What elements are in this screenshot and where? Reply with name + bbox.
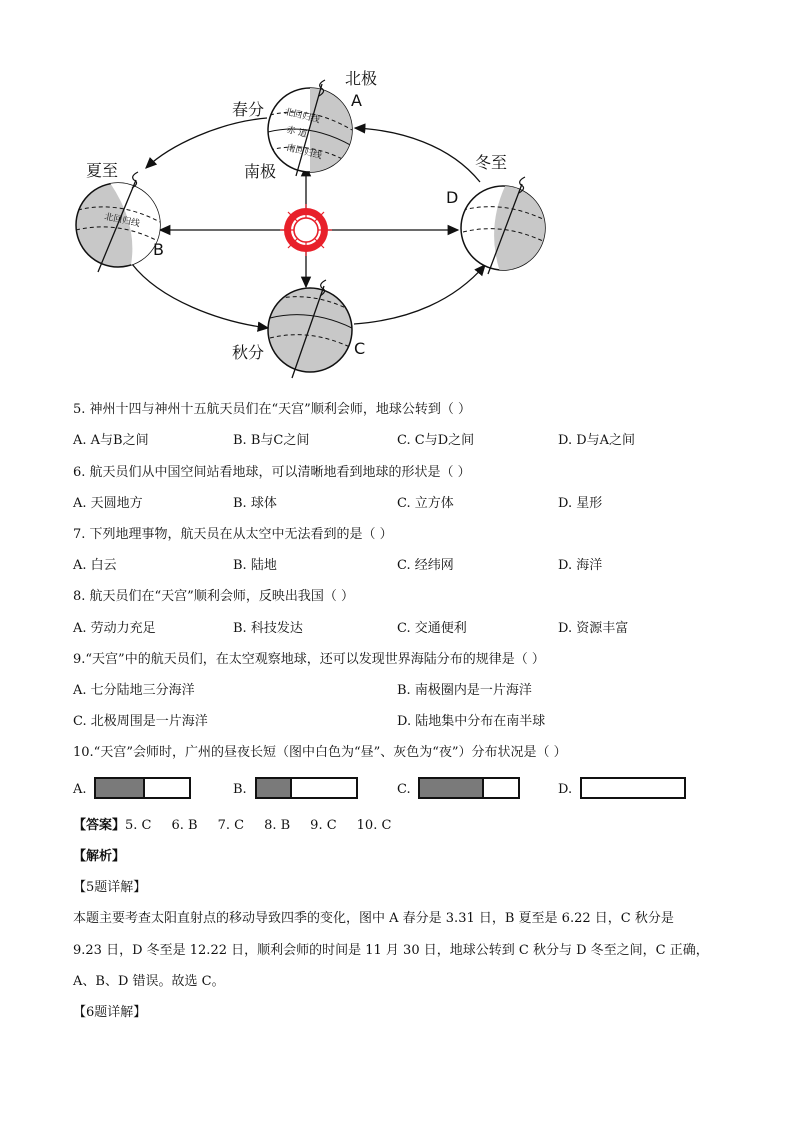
answer-6: 6. B — [171, 818, 198, 833]
day-segment — [582, 779, 684, 797]
label-d: D — [446, 188, 459, 207]
q5-option-b[interactable]: B. B与C之间 — [233, 433, 310, 448]
label-equator: 赤 道 — [285, 125, 308, 140]
q6-option-c[interactable]: C. 立方体 — [397, 496, 454, 511]
label-summer: 夏至 — [86, 161, 119, 180]
question-8-stem: 8. 航天员们在“天宫”顺利会师，反映出我国（ ） — [73, 589, 354, 604]
question-10-stem: 10.“天宫”会师时，广州的昼夜长短（图中白色为“昼”、灰色为“夜”）分布状况是（ ） — [73, 745, 567, 760]
analysis-label: 【解析】 — [73, 849, 126, 864]
detail-5-line-1: 本题主要考查太阳直射点的移动导致四季的变化，图中 A 春分是 3.31 日，B 夏至是 6.22 日，C 秋分是 — [73, 911, 674, 926]
day-segment — [292, 779, 356, 797]
label-south-pole: 南极 — [244, 162, 277, 181]
question-9-stem: 9.“天宫”中的航天员们，在太空观察地球，还可以发现世界海陆分布的规律是（ ） — [73, 652, 545, 667]
q8-option-b[interactable]: B. 科技发达 — [233, 621, 303, 636]
answer-7: 7. C — [217, 818, 245, 833]
answer-line — [73, 817, 411, 835]
answer-8: 8. B — [264, 818, 291, 833]
q10-bar-b — [255, 777, 358, 799]
label-tropic-south: 南回归线 — [285, 143, 323, 162]
q9-option-a[interactable]: A. 七分陆地三分海洋 — [73, 683, 195, 698]
detail-6-title: 【6题详解】 — [73, 1005, 147, 1020]
detail-5-line-2: 9.23 日，D 冬至是 12.22 日，顺利会师的时间是 11 月 30 日，地球公转到 C 秋分与 D 冬至之间，C 正确， — [73, 943, 709, 958]
question-5-stem: 5. 神州十四与神州十五航天员们在“天宫”顺利会师，地球公转到（ ） — [73, 402, 471, 417]
q7-option-d[interactable]: D. 海洋 — [558, 558, 603, 573]
label-c: C — [354, 339, 366, 358]
q5-option-c[interactable]: C. C与D之间 — [397, 433, 475, 448]
globe-spring — [268, 80, 360, 180]
q7-option-a[interactable]: A. 白云 — [73, 558, 117, 573]
earth-revolution-diagram — [60, 60, 580, 390]
answer-10: 10. C — [356, 818, 392, 833]
detail-5-title: 【5题详解】 — [73, 880, 147, 895]
q10-bar-a — [94, 777, 191, 799]
q10-bar-c — [418, 777, 520, 799]
globe-winter — [461, 177, 550, 274]
label-a: A — [351, 91, 362, 110]
q9-option-b[interactable]: B. 南极圈内是一片海洋 — [397, 683, 532, 698]
q9-option-c[interactable]: C. 北极周围是一片海洋 — [73, 714, 208, 729]
globe-autumn — [268, 280, 352, 378]
label-north-pole: 北极 — [345, 69, 378, 88]
q8-option-a[interactable]: A. 劳动力充足 — [73, 621, 156, 636]
detail-5-line-3: A、B、D 错误。故选 C。 — [73, 974, 225, 989]
night-segment — [257, 779, 292, 797]
day-segment — [145, 779, 190, 797]
q8-option-c[interactable]: C. 交通便利 — [397, 621, 467, 636]
sun-icon — [280, 204, 332, 256]
day-segment — [484, 779, 518, 797]
answer-label: 【答案】 — [73, 818, 126, 833]
q10-option-a[interactable]: A. — [73, 782, 87, 797]
label-tropic-north-b: 北回归线 — [103, 212, 141, 230]
label-autumn: 秋分 — [232, 343, 265, 362]
label-spring: 春分 — [232, 100, 265, 119]
night-segment — [96, 779, 145, 797]
q10-bar-d — [580, 777, 686, 799]
q10-option-c[interactable]: C. — [397, 782, 411, 797]
question-7-stem: 7. 下列地理事物，航天员在从太空中无法看到的是（ ） — [73, 527, 393, 542]
q6-option-d[interactable]: D. 星形 — [558, 496, 603, 511]
answer-5: 5. C — [125, 818, 152, 833]
q10-option-b[interactable]: B. — [233, 782, 247, 797]
q7-option-b[interactable]: B. 陆地 — [233, 558, 277, 573]
q7-option-c[interactable]: C. 经纬网 — [397, 558, 454, 573]
question-6-stem: 6. 航天员们从中国空间站看地球，可以清晰地看到地球的形状是（ ） — [73, 465, 471, 480]
label-winter: 冬至 — [475, 153, 508, 172]
answer-9: 9. C — [310, 818, 337, 833]
q5-option-a[interactable]: A. A与B之间 — [73, 433, 149, 448]
label-tropic-north: 北回归线 — [283, 107, 321, 126]
q6-option-b[interactable]: B. 球体 — [233, 496, 277, 511]
q8-option-d[interactable]: D. 资源丰富 — [558, 621, 629, 636]
q9-option-d[interactable]: D. 陆地集中分布在南半球 — [397, 714, 546, 729]
label-b: B — [153, 240, 164, 259]
q5-option-d[interactable]: D. D与A之间 — [558, 433, 636, 448]
night-segment — [420, 779, 484, 797]
q6-option-a[interactable]: A. 天圆地方 — [73, 496, 143, 511]
q10-option-d[interactable]: D. — [558, 782, 573, 797]
